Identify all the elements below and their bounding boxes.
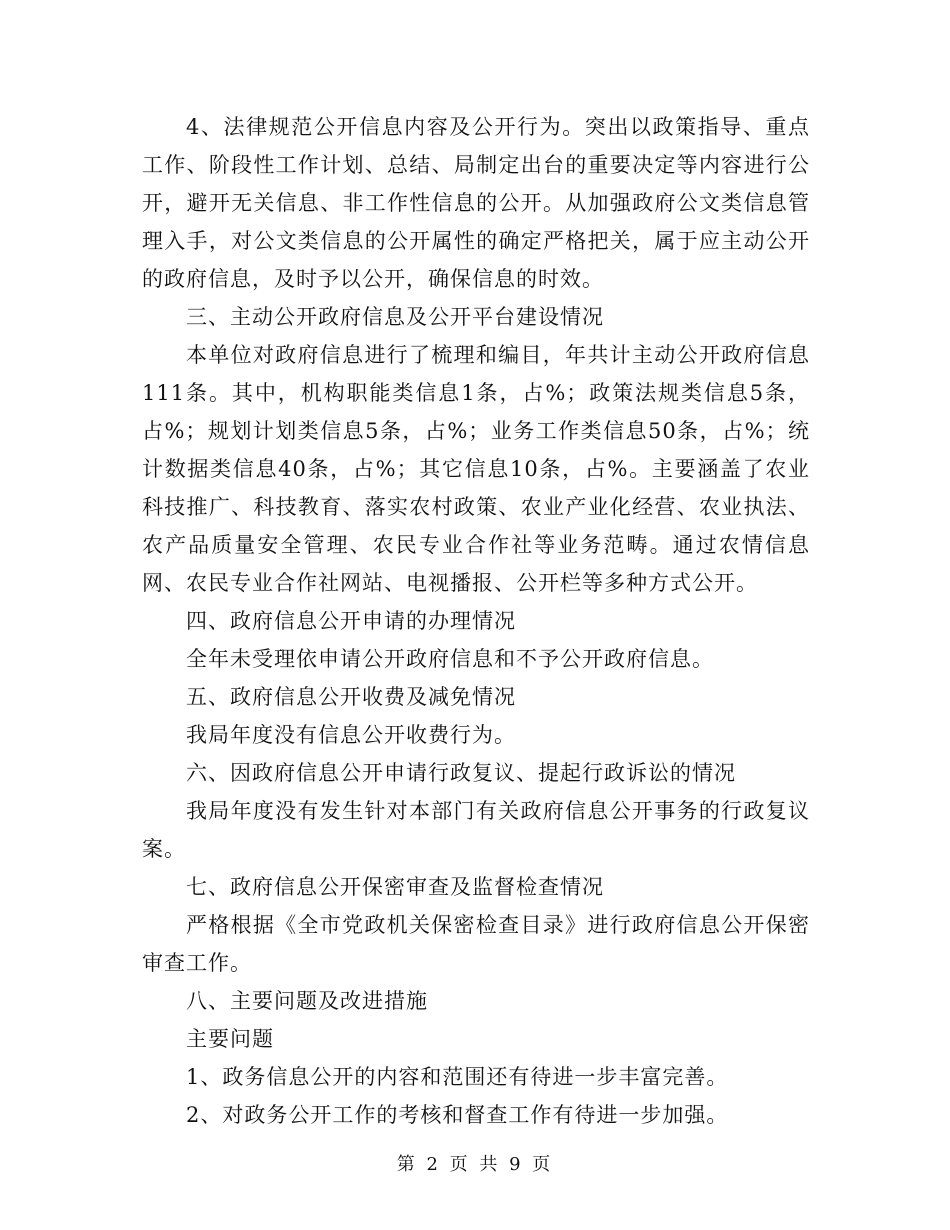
paragraph-reconsideration: 我局年度没有发生针对本部门有关政府信息公开事务的行政复议案。 xyxy=(142,799,810,861)
paragraph-disclosure-stats: 本单位对政府信息进行了梳理和编目，年共计主动公开政府信息111条。其中，机构职能类信息1条，占%；政策法规类信息5条，占%；规划计划类信息5条，占%；业务工作类信息50条，占%；统计数据类信息40条，占%；其它信息10条，占%。主要涵盖了农业科技推广、科技教育、落实农村政策、农业产业化经营、农业执法、农产品质量安全管理、农民专业合作社等业务范畴。通过农情信息网、农民专业合作社网站、电视播报、公开栏等多种方式公开。 xyxy=(142,343,810,595)
page-number-footer: 第 2 页 共 9 页 xyxy=(396,1154,554,1175)
section-heading-6: 六、因政府信息公开申请行政复议、提起行政诉讼的情况 xyxy=(186,761,736,785)
paragraph-problem-2: 2、对政务公开工作的考核和督查工作有待进一步加强。 xyxy=(186,1103,729,1127)
paragraph-fees: 我局年度没有信息公开收费行为。 xyxy=(186,723,516,747)
section-heading-7: 七、政府信息公开保密审查及监督检查情况 xyxy=(186,875,604,899)
paragraph-confidentiality: 严格根据《全市党政机关保密检查目录》进行政府信息公开保密审查工作。 xyxy=(142,913,810,975)
section-heading-5: 五、政府信息公开收费及减免情况 xyxy=(186,685,516,709)
document-body xyxy=(142,108,810,1134)
section-heading-8: 八、主要问题及改进措施 xyxy=(186,989,428,1013)
subheading-main-problems: 主要问题 xyxy=(186,1027,274,1051)
section-heading-3: 三、主动公开政府信息及公开平台建设情况 xyxy=(186,305,604,329)
paragraph-problem-1: 1、政务信息公开的内容和范围还有待进一步丰富完善。 xyxy=(186,1065,729,1089)
paragraph-legal-norms: 4、法律规范公开信息内容及公开行为。突出以政策指导、重点工作、阶段性工作计划、总结、局制定出台的重要决定等内容进行公开，避开无关信息、非工作性信息的公开。从加强政府公文类信息管理入手，对公文类信息的公开属性的确定严格把关，属于应主动公开的政府信息，及时予以公开，确保信息的时效。 xyxy=(142,115,810,291)
paragraph-application-handling: 全年未受理依申请公开政府信息和不予公开政府信息。 xyxy=(186,647,714,671)
section-heading-4: 四、政府信息公开申请的办理情况 xyxy=(186,609,516,633)
